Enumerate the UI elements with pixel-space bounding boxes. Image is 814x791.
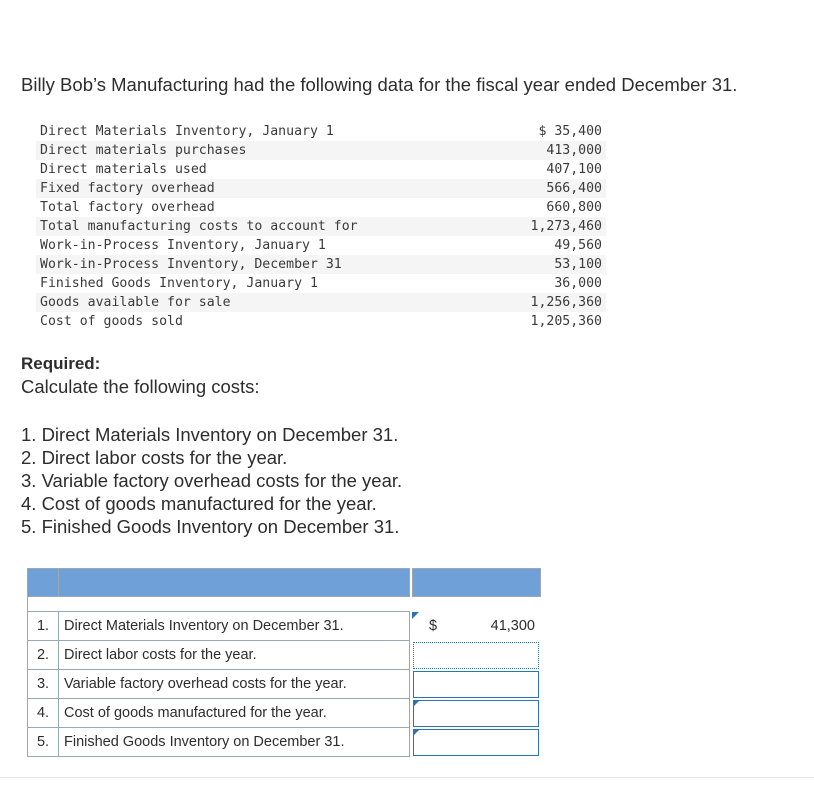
- table-row: [36, 236, 606, 255]
- row-amount: 407,100: [546, 162, 602, 177]
- table-row: [36, 179, 606, 198]
- answer-label: Variable factory overhead costs for the year.: [59, 670, 410, 699]
- row-label: Cost of goods sold: [40, 314, 183, 329]
- table-row: [36, 217, 606, 236]
- answer-number: 5.: [28, 728, 59, 757]
- header-cell: [412, 569, 540, 597]
- row-amount: 1,273,460: [494, 217, 606, 236]
- answer-input-fg-inventory[interactable]: [413, 729, 539, 756]
- required-subtitle: Calculate the following costs:: [21, 376, 260, 397]
- table-row: [36, 312, 606, 331]
- row-amount: 36,000: [554, 276, 602, 291]
- divider: [0, 777, 814, 778]
- table-row: [36, 160, 606, 179]
- answer-label: Direct labor costs for the year.: [59, 641, 410, 670]
- answer-cell: [412, 641, 540, 670]
- answer-label: Cost of goods manufactured for the year.: [59, 699, 410, 728]
- answer-input-direct-labor[interactable]: [413, 642, 539, 669]
- answer-row: [28, 641, 541, 670]
- answer-table-header: [28, 569, 541, 597]
- answer-input-cogm[interactable]: [413, 700, 539, 727]
- required-item: 1. Direct Materials Inventory on December 31.: [21, 424, 399, 445]
- row-label: Total manufacturing costs to account for: [36, 217, 494, 236]
- required-heading: Required:: [21, 354, 101, 373]
- row-amount: 53,100: [494, 255, 606, 274]
- row-amount: 413,000: [494, 141, 606, 160]
- table-row: [36, 198, 606, 217]
- spacer-row: [28, 597, 541, 612]
- problem-intro: Billy Bob’s Manufacturing had the following data for the fiscal year ended December 31.: [21, 74, 738, 95]
- answer-input-variable-overhead[interactable]: [413, 671, 539, 698]
- answer-value: 41,300: [490, 618, 535, 634]
- required-item: 4. Cost of goods manufactured for the year.: [21, 493, 377, 514]
- answer-number: 3.: [28, 670, 59, 699]
- answer-row: [28, 728, 541, 757]
- answer-cell: [412, 612, 540, 641]
- answer-cell: [412, 670, 540, 699]
- row-amount: $ 35,400: [538, 124, 602, 139]
- row-label: Work-in-Process Inventory, January 1: [40, 238, 326, 253]
- row-amount: 566,400: [494, 179, 606, 198]
- answer-input-dm-inventory[interactable]: [413, 613, 539, 640]
- answer-cell: [412, 728, 540, 757]
- required-list: [21, 423, 402, 538]
- table-row: [36, 141, 606, 160]
- row-label: Fixed factory overhead: [36, 179, 494, 198]
- row-amount: 1,205,360: [530, 314, 602, 329]
- table-row: [36, 293, 606, 312]
- row-label: Direct Materials Inventory, January 1: [40, 124, 334, 139]
- row-amount: 49,560: [554, 238, 602, 253]
- row-label: Direct materials purchases: [36, 141, 494, 160]
- required-item: 2. Direct labor costs for the year.: [21, 447, 288, 468]
- answer-row: [28, 699, 541, 728]
- answer-number: 2.: [28, 641, 59, 670]
- flag-icon: [413, 700, 420, 707]
- required-item: 5. Finished Goods Inventory on December 31.: [21, 516, 400, 537]
- required-item: 3. Variable factory overhead costs for the year.: [21, 470, 403, 491]
- header-cell: [28, 569, 59, 597]
- flag-icon: [412, 612, 419, 619]
- row-amount: 660,800: [546, 200, 602, 215]
- header-cell: [59, 569, 410, 597]
- spacer-cell: [28, 597, 541, 612]
- answer-row: [28, 670, 541, 699]
- answer-number: 4.: [28, 699, 59, 728]
- table-row: [36, 255, 606, 274]
- table-row: [36, 122, 606, 141]
- row-label: Total factory overhead: [40, 200, 215, 215]
- table-row: [36, 274, 606, 293]
- row-amount: 1,256,360: [494, 293, 606, 312]
- row-label: Goods available for sale: [36, 293, 494, 312]
- answer-row: [28, 612, 541, 641]
- answer-label: Finished Goods Inventory on December 31.: [59, 728, 410, 757]
- answer-table: [27, 568, 541, 757]
- answer-number: 1.: [28, 612, 59, 641]
- row-label: Finished Goods Inventory, January 1: [40, 276, 318, 291]
- currency-symbol: $: [429, 618, 438, 634]
- row-label: Work-in-Process Inventory, December 31: [36, 255, 494, 274]
- answer-label: Direct Materials Inventory on December 31.: [59, 612, 410, 641]
- given-data-table: [36, 122, 606, 331]
- row-label: Direct materials used: [40, 162, 207, 177]
- answer-cell: [412, 699, 540, 728]
- flag-icon: [413, 729, 420, 736]
